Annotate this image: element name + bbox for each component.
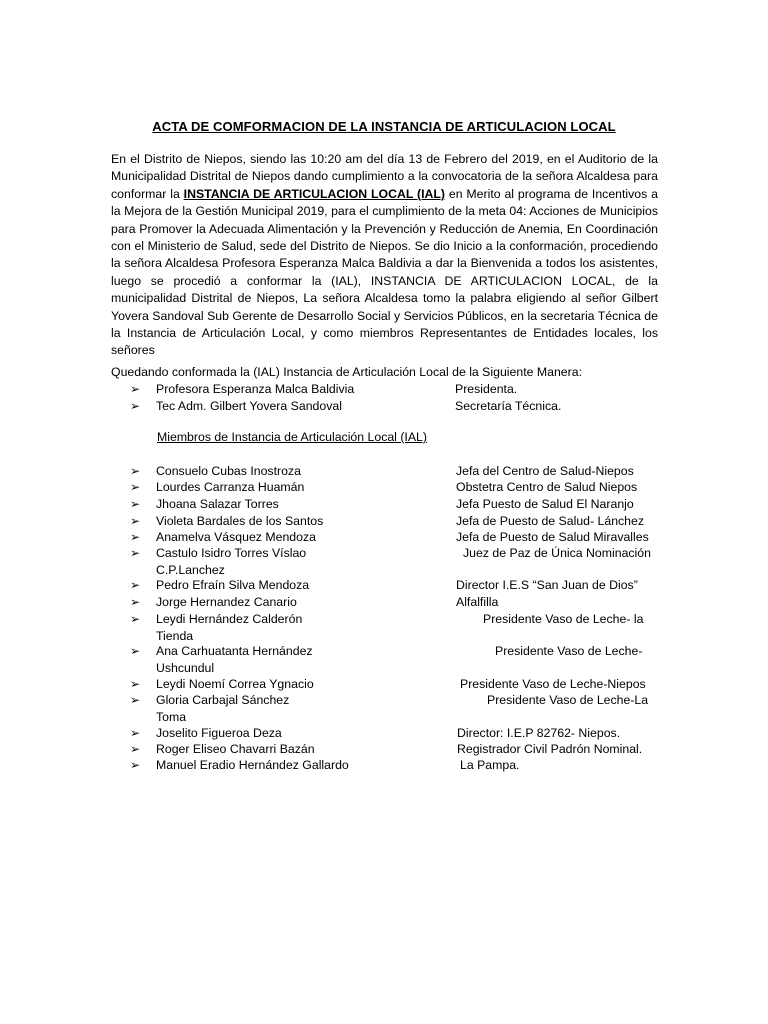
member-role: Juez de Paz de Única Nominación xyxy=(463,546,651,560)
officer-role: Presidenta. xyxy=(455,382,518,396)
paragraph-text-after: en Merito al programa de Incentivos a la Mejora de la Gestión Municipal 2019, para el cumplimiento de la meta 04: Acciones de Municipios para Promover la Adecuada Alimentación y la Prevención y Reducción de Anemia, En Coordinación con el Ministerio de Salud, sede del Distrito de Niepos. Se dio Inicio a la conformación, procediendo la señora Alcaldesa Profesora Esperanza Malca Baldivia a dar la Bienvenida a todos los asistentes, luego se procedió a conformar la (IAL), INSTANCIA DE ARTICULACION LOCAL, de la municipalidad Distrital de Niepos, La señora Alcaldesa tomo la palabra eligiendo al señor Gilbert Yovera Sandoval Sub Gerente de Desarrollo Social y Servicios Públicos, en la secretaria Técnica de la Instancia de Articulación Local, y como miembros Representantes de Entidades locales, los señores xyxy=(111,186,658,358)
member-name: Violeta Bardales de los Santos xyxy=(156,514,324,528)
member-role: Jefa del Centro de Salud-Niepos xyxy=(456,464,634,478)
member-name-continuation: Toma xyxy=(156,709,187,724)
member-role: Presidente Vaso de Leche- xyxy=(495,644,643,658)
member-name: Lourdes Carranza Huamán xyxy=(156,480,305,494)
arrow-bullet-icon: ➢ xyxy=(130,530,141,544)
member-name-continuation: C.P.Lanchez xyxy=(156,562,225,577)
member-name: Ana Carhuatanta Hernández xyxy=(156,644,313,658)
member-role: Jefa de Puesto de Salud- Lánchez xyxy=(456,514,645,528)
arrow-bullet-icon: ➢ xyxy=(130,578,141,592)
arrow-bullet-icon: ➢ xyxy=(130,595,141,609)
paragraph-highlight: INSTANCIA DE ARTICULACION LOCAL (IAL) xyxy=(183,186,446,201)
officer-role: Secretaría Técnica. xyxy=(455,399,562,413)
arrow-bullet-icon: ➢ xyxy=(130,546,141,560)
member-role: La Pampa. xyxy=(460,758,520,772)
arrow-bullet-icon: ➢ xyxy=(130,399,141,413)
conformation-intro: Quedando conformada la (IAL) Instancia de Articulación Local de la Siguiente Manera: xyxy=(111,365,582,379)
document-title: ACTA DE COMFORMACION DE LA INSTANCIA DE ARTICULACION LOCAL xyxy=(152,119,616,134)
member-name: Roger Eliseo Chavarri Bazán xyxy=(156,742,315,756)
member-name-continuation: Ushcundul xyxy=(156,660,215,675)
member-name: Gloria Carbajal Sánchez xyxy=(156,693,290,707)
arrow-bullet-icon: ➢ xyxy=(130,644,141,658)
member-role: Presidente Vaso de Leche-Niepos xyxy=(460,677,646,691)
body-paragraph xyxy=(111,151,658,360)
member-role: Director: I.E.P 82762- Niepos. xyxy=(457,726,621,740)
arrow-bullet-icon: ➢ xyxy=(130,758,141,772)
member-role: Director I.E.S “San Juan de Dios” xyxy=(456,578,638,592)
member-name: Anamelva Vásquez Mendoza xyxy=(156,530,316,544)
member-role: Jefa de Puesto de Salud Miravalles xyxy=(456,530,649,544)
member-name: Manuel Eradio Hernández Gallardo xyxy=(156,758,349,772)
member-name: Consuelo Cubas Inostroza xyxy=(156,464,301,478)
arrow-bullet-icon: ➢ xyxy=(130,693,141,707)
member-name: Joselito Figueroa Deza xyxy=(156,726,282,740)
member-name: Jhoana Salazar Torres xyxy=(156,497,279,511)
member-role: Jefa Puesto de Salud El Naranjo xyxy=(456,497,634,511)
member-role: Alfalfilla xyxy=(456,595,499,609)
arrow-bullet-icon: ➢ xyxy=(130,514,141,528)
member-name: Jorge Hernandez Canario xyxy=(156,595,297,609)
arrow-bullet-icon: ➢ xyxy=(130,677,141,691)
member-role: Obstetra Centro de Salud Niepos xyxy=(456,480,638,494)
arrow-bullet-icon: ➢ xyxy=(130,480,141,494)
arrow-bullet-icon: ➢ xyxy=(130,497,141,511)
officer-name: Tec Adm. Gilbert Yovera Sandoval xyxy=(156,399,342,413)
member-role: Registrador Civil Padrón Nominal. xyxy=(457,742,643,756)
member-name: Castulo Isidro Torres Víslao xyxy=(156,546,307,560)
arrow-bullet-icon: ➢ xyxy=(130,742,141,756)
officer-name: Profesora Esperanza Malca Baldivia xyxy=(156,382,355,396)
arrow-bullet-icon: ➢ xyxy=(130,726,141,740)
arrow-bullet-icon: ➢ xyxy=(130,612,141,626)
member-name-continuation: Tienda xyxy=(156,628,194,643)
members-heading: Miembros de Instancia de Articulación Local (IAL) xyxy=(157,430,427,444)
member-name: Leydi Noemí Correa Ygnacio xyxy=(156,677,314,691)
member-name: Leydi Hernández Calderón xyxy=(156,612,303,626)
member-role: Presidente Vaso de Leche- la xyxy=(483,612,644,626)
member-name: Pedro Efraín Silva Mendoza xyxy=(156,578,310,592)
member-role: Presidente Vaso de Leche-La xyxy=(487,693,649,707)
paragraph-text-before: En el Distrito de Niepos, siendo las 10:20 am del día 13 de Febrero del 2019, en el Auditorio de la Municipalidad Distrital de Niepos dando cumplimiento a la convocatoria de la señora Alcaldesa para conformar la xyxy=(111,152,658,201)
arrow-bullet-icon: ➢ xyxy=(130,464,141,478)
arrow-bullet-icon: ➢ xyxy=(130,382,141,396)
